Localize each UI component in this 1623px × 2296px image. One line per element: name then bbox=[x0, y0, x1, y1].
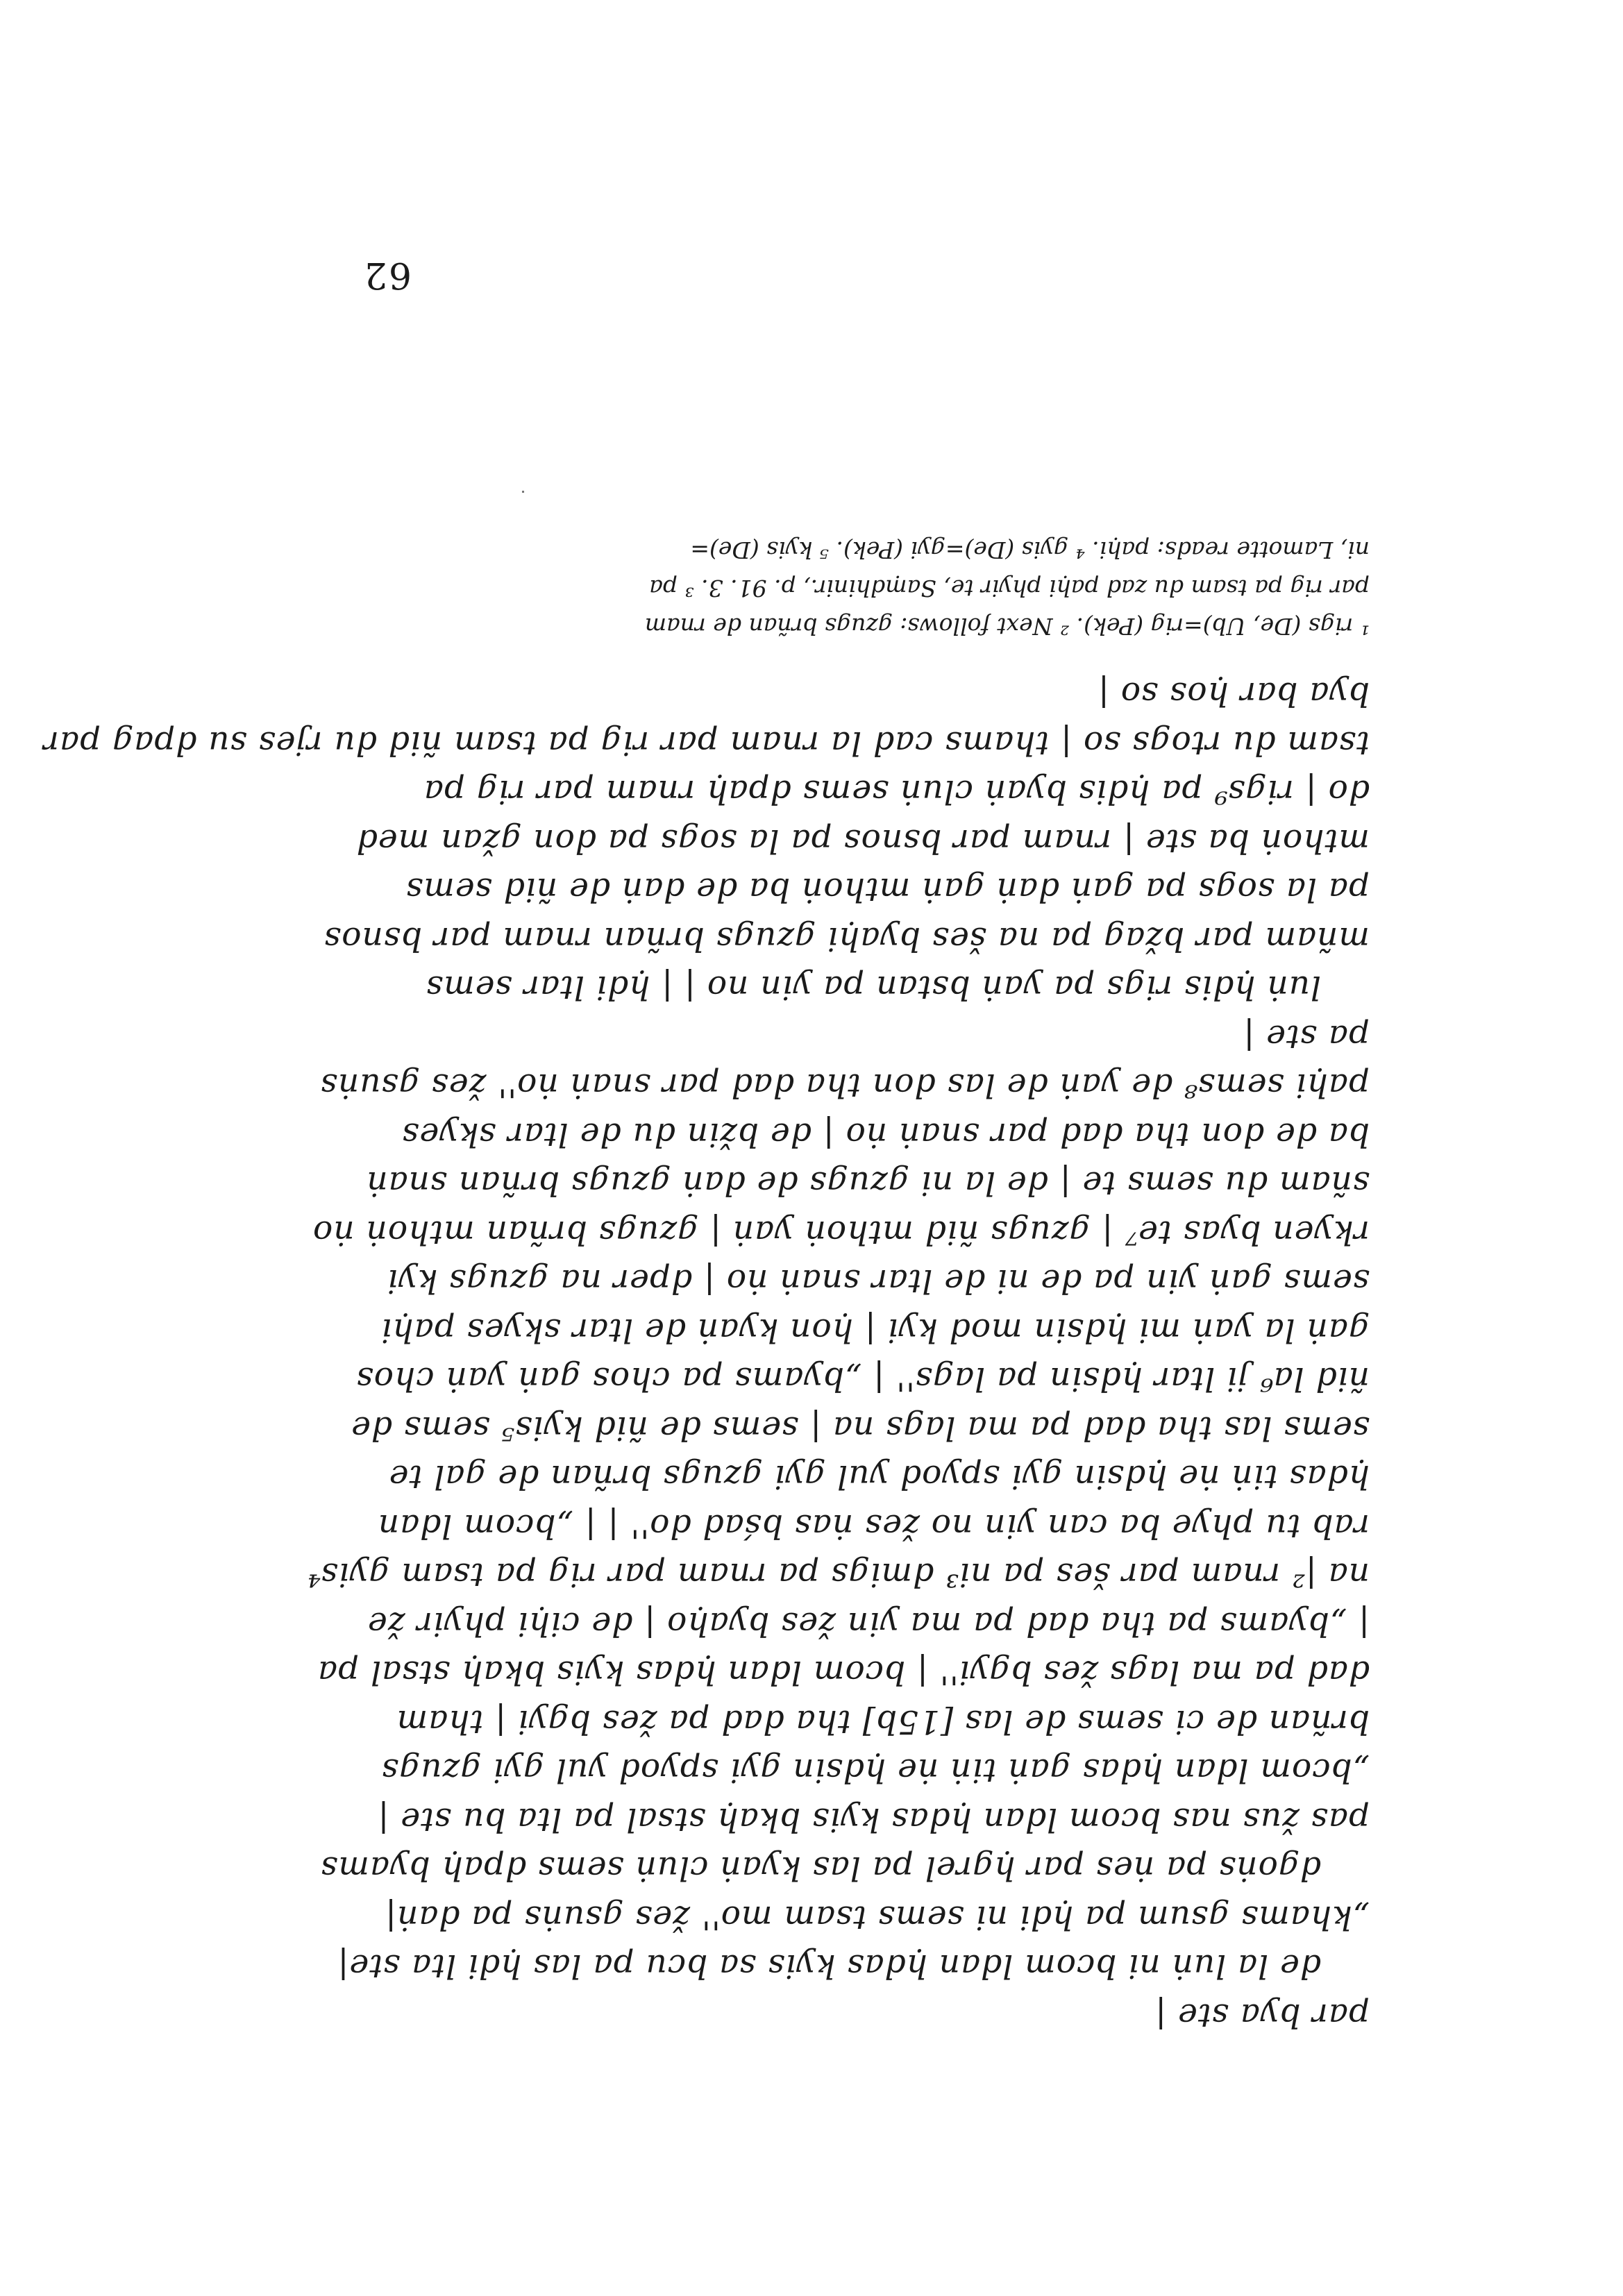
text-line: brñan de ci sems de las [15b] tha dad pa žes bgyi | tham bbox=[396, 1703, 1370, 1741]
text-line: dad pa ma lags žes bgyi'' | bcom ldan ḥdas kyis bkaḥ stsal pa bbox=[317, 1653, 1370, 1692]
text-line: | „byams pa tha dad pa ma yin žes byaḥo | de ciḥi phyir že bbox=[367, 1605, 1370, 1643]
text-line: do | rigs⁹ pa ḥdis byaṅ cluṅ sems dpaḥ rnam par rig pa bbox=[423, 773, 1370, 811]
text-line: mthoṅ ba ste | rnam par bsnos pa la sogs pa don gžan med bbox=[355, 822, 1370, 860]
text-line: ḥdas tiṅ ṅe ḥdsin gyi spyod yul gyi gzugs brñan de gal te bbox=[388, 1458, 1370, 1496]
text-line: bya bar ḥos so | bbox=[1098, 675, 1370, 714]
page-number: 62 bbox=[362, 254, 412, 296]
text-line: de la luṅ ni bcom ldan ḥdas kyis sa bcu pa las ḥdi lta ste| bbox=[337, 1947, 1321, 1986]
footnote-line: ¹ rigs (De, Ub)=rig (Pek). ² Next follows: gzugs brñan de rnam bbox=[644, 613, 1370, 640]
text-line: „bcom ldan ḥdas gaṅ tiṅ ṅe ḥdsin gyi spyod yul gyi gzugs bbox=[381, 1751, 1370, 1790]
text-line: ñid la⁶ ji ltar ḥdsin pa lags'' | „byams pa chos gaṅ yaṅ chos bbox=[355, 1360, 1370, 1399]
text-line: pas žus nas bcom ldan ḥdas kyis bkaḥ stsal pa lta bu ste | bbox=[377, 1800, 1370, 1839]
text-line: rkyen byas te⁷ | gzugs ñid mthoṅ yaṅ | gzugs brñan mthoṅ ṅo bbox=[312, 1213, 1370, 1251]
text-line: sems las tha dad pa ma lags na | sems de ñid kyis⁵ sems de bbox=[351, 1409, 1370, 1447]
text-line: sñam du sems te | de la ni gzugs de daṅ gzugs brñan snaṅ bbox=[366, 1164, 1370, 1203]
footnotes bbox=[245, 531, 1370, 645]
text-line: par bya ste | bbox=[1154, 1996, 1370, 2034]
text-line: sems gaṅ yin pa de ni de ltar snaṅ ṅo | dper na gzugs kyi bbox=[387, 1262, 1370, 1301]
text-line: mñam par bžag pa na šes byaḥi gzugs brñan rnam par bsnos bbox=[323, 920, 1370, 958]
text-line: luṅ ḥdis rigs pa yaṅ bstan pa yin no | | ḥdi ltar sems bbox=[426, 968, 1321, 1007]
text-line: pa ste | bbox=[1243, 1018, 1370, 1056]
text-line: rab tu phye ba can yin no žes ṅas bśad do'' | | „bcom ldan bbox=[377, 1507, 1370, 1545]
text-line: dgoṅs pa ṅes par ḥgrel pa las kyaṅ cluṅ sems dpaḥ byams bbox=[320, 1849, 1321, 1888]
text-line: „khams gsum pa ḥdi ni sems tsam mo'' žes gsuṅs pa daṅ| bbox=[385, 1898, 1370, 1936]
text-line: na |² rnam par šes pa ni³ dmigs pa rnam par rig pa tsam gyis⁴ bbox=[306, 1555, 1370, 1594]
text-line: pa la sogs pa gaṅ daṅ gaṅ mthoṅ ba de daṅ de ñid sems bbox=[405, 870, 1370, 909]
footnote-line: par rig pa tsam du zad paḥi phyir te, Saṃdhinir., p. 91. 3. ³ pa bbox=[649, 575, 1370, 602]
text-line: paḥi sems⁸ de yaṅ de las don tha dad par snaṅ ṅo'' žes gsuṅs bbox=[319, 1066, 1370, 1105]
main-text bbox=[42, 531, 1370, 2039]
text-line: ba de don tha dad par snaṅ ṅo | de bžin du de ltar skyes bbox=[401, 1115, 1370, 1154]
footnote-line: ni, Lamotte reads: paḥi. ⁴ gyis (De)=gyi (Pek). ⁵ kyis (De)= bbox=[690, 537, 1370, 564]
text-line: gaṅ la yaṅ mi ḥdsin mod kyi | ḥon kyaṅ de ltar skyes paḥi bbox=[380, 1311, 1370, 1349]
scan-speck bbox=[522, 491, 524, 493]
text-line: tsam du rtogs so | thams cad la rnam par rig pa tsam ñid du rjes su dpag par bbox=[42, 724, 1370, 762]
